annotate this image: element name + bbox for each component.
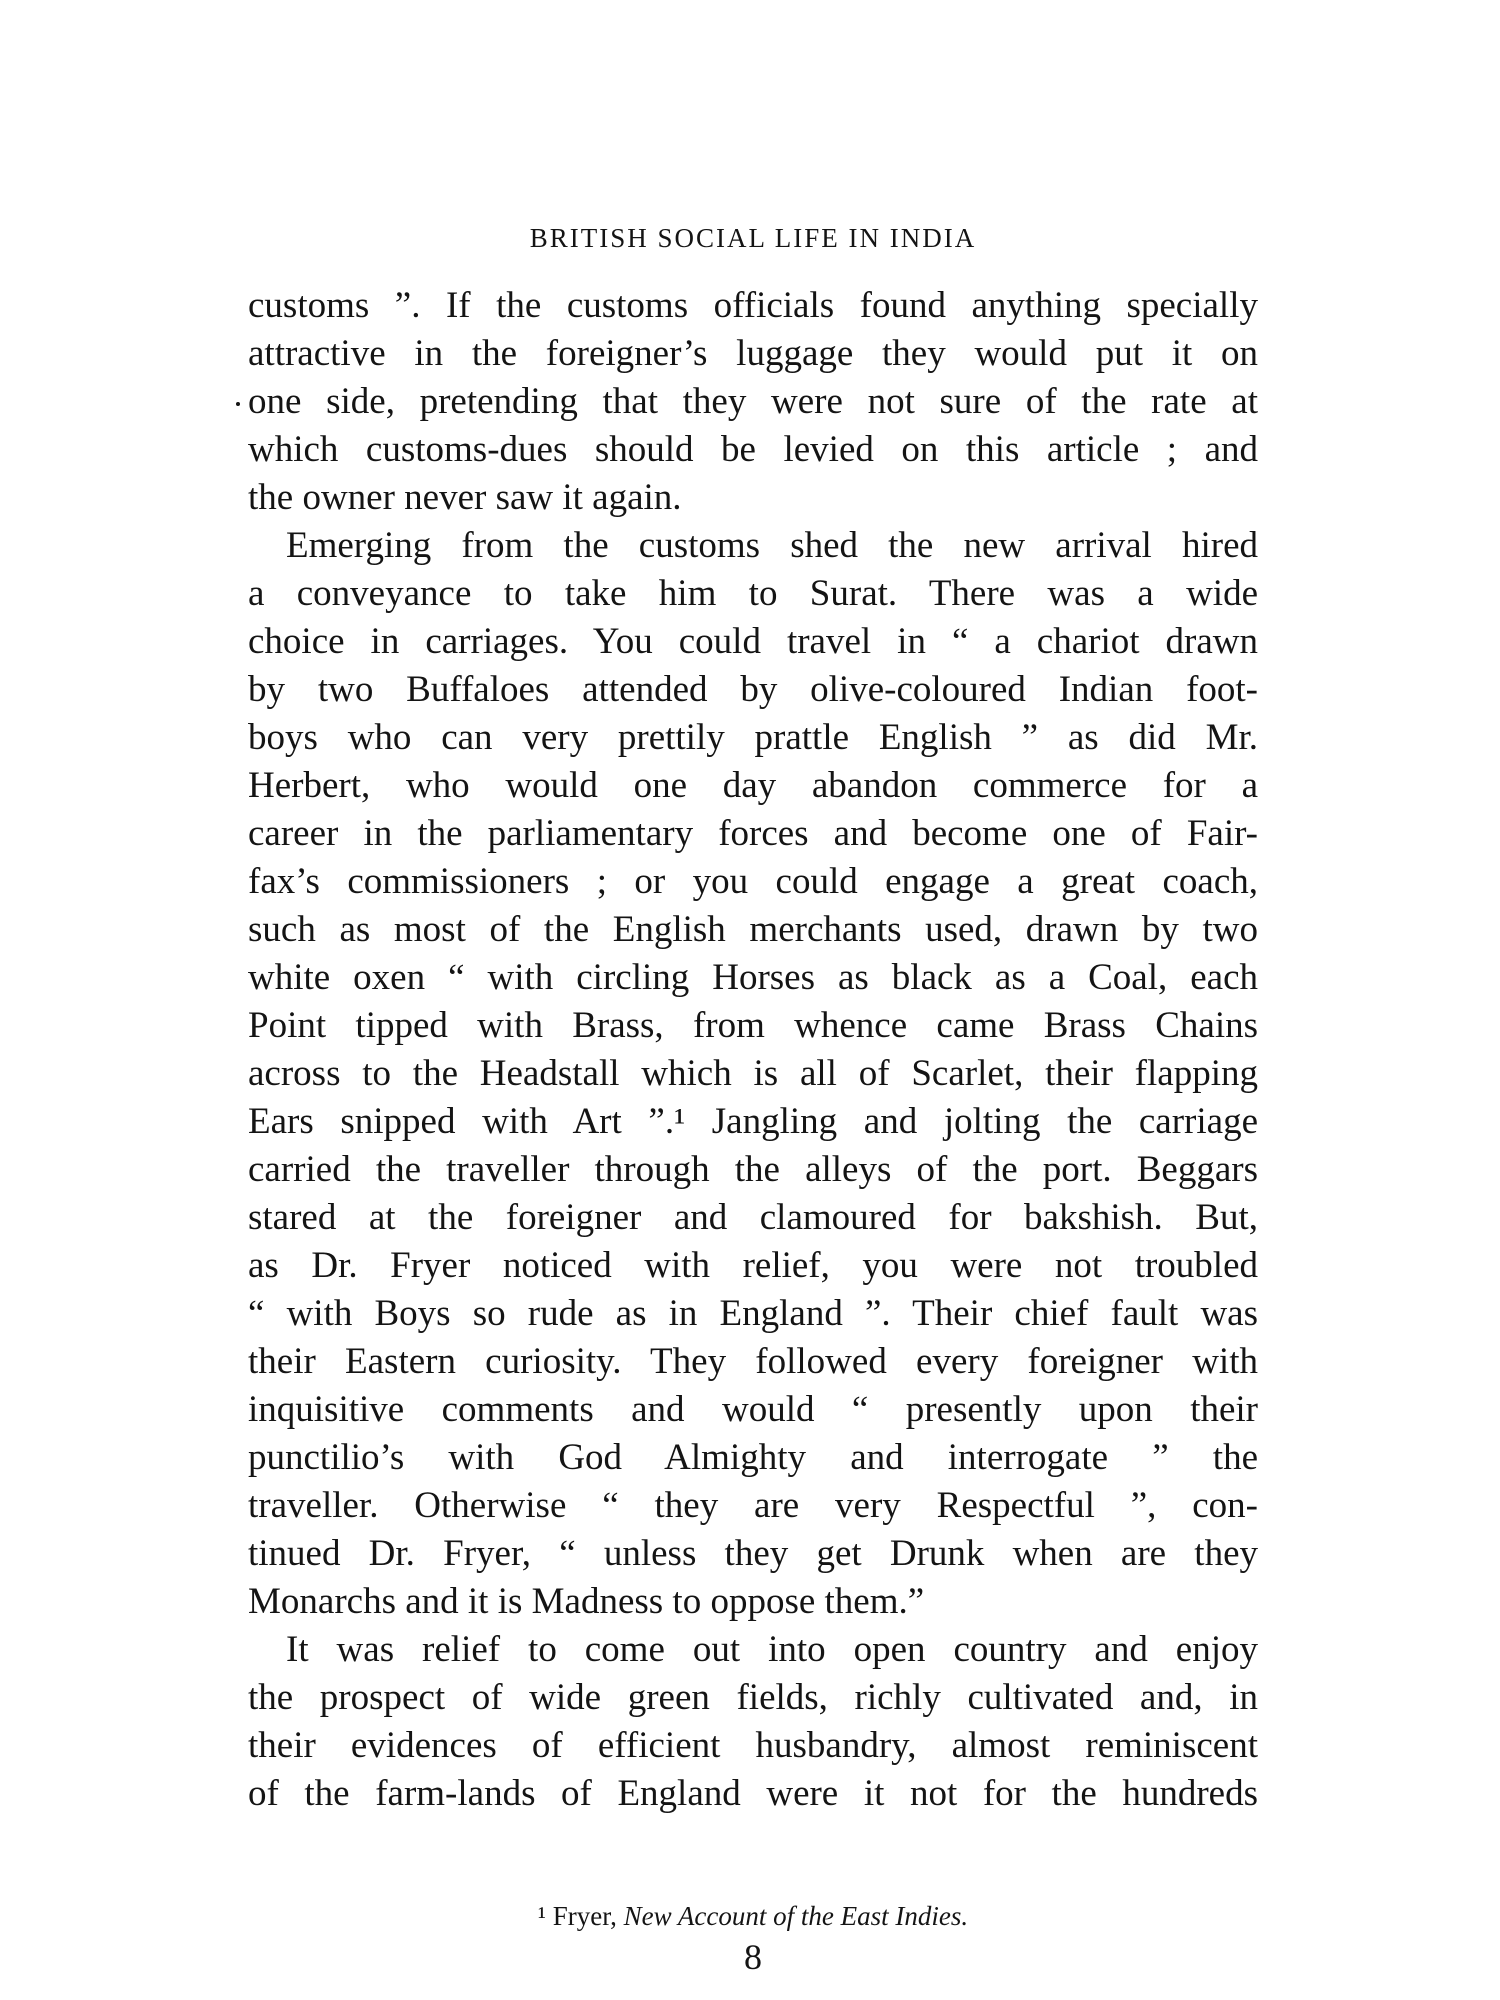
text-line: the prospect of wide green fields, richly cultivated and, in [248, 1677, 1258, 1718]
text-line: white oxen “ with circling Horses as black as a Coal, each [248, 957, 1258, 998]
text-line: Herbert, who would one day abandon commerce for a [248, 765, 1258, 806]
text-line: boys who can very prettily prattle English ” as did Mr. [248, 717, 1258, 758]
text-line: It was relief to come out into open country and enjoy [286, 1629, 1258, 1670]
text-line: one side, pretending that they were not sure of the rate at [248, 381, 1258, 422]
text-line: customs ”. If the customs officials found anything specially [248, 285, 1258, 326]
text-line: stared at the foreigner and clamoured for bakshish. But, [248, 1197, 1258, 1238]
page-number: 8 [744, 1937, 762, 1977]
text-line: such as most of the English merchants used, drawn by two [248, 909, 1258, 950]
body-text [248, 282, 1258, 1818]
text-line: Emerging from the customs shed the new arrival hired [286, 525, 1258, 566]
text-line: across to the Headstall which is all of Scarlet, their flapping [248, 1053, 1258, 1094]
text-line: traveller. Otherwise “ they are very Respectful ”, con- [248, 1485, 1258, 1526]
text-line: fax’s commissioners ; or you could engage a great coach, [248, 861, 1258, 902]
text-line: career in the parliamentary forces and become one of Fair- [248, 813, 1258, 854]
running-head: BRITISH SOCIAL LIFE IN INDIA [529, 223, 977, 253]
footnote-author: Fryer, [552, 1901, 617, 1931]
text-line: inquisitive comments and would “ presently upon their [248, 1389, 1258, 1430]
text-line: Ears snipped with Art ”.¹ Jangling and jolting the carriage [248, 1101, 1258, 1142]
footnote-marker: ¹ [537, 1901, 546, 1931]
text-line: by two Buffaloes attended by olive-coloured Indian foot- [248, 669, 1258, 710]
text-line: their evidences of efficient husbandry, almost reminiscent [248, 1725, 1258, 1766]
text-line: which customs-dues should be levied on this article ; and [248, 429, 1258, 470]
text-line: the owner never saw it again. [248, 477, 682, 518]
text-line: choice in carriages. You could travel in “ a chariot drawn [248, 621, 1258, 662]
text-line: “ with Boys so rude as in England ”. Their chief fault was [248, 1293, 1258, 1334]
text-line: attractive in the foreigner’s luggage they would put it on [248, 333, 1258, 374]
text-line: Monarchs and it is Madness to oppose them.” [248, 1581, 925, 1622]
text-line: a conveyance to take him to Surat. There was a wide [248, 573, 1258, 614]
text-line: their Eastern curiosity. They followed every foreigner with [248, 1341, 1258, 1382]
stray-ink-mark [236, 402, 240, 406]
footnote-title: New Account of the East Indies. [623, 1901, 969, 1931]
text-line: as Dr. Fryer noticed with relief, you were not troubled [248, 1245, 1258, 1286]
text-line: carried the traveller through the alleys of the port. Beggars [248, 1149, 1258, 1190]
text-line: Point tipped with Brass, from whence came Brass Chains [248, 1005, 1258, 1046]
text-line: of the farm-lands of England were it not for the hundreds [248, 1773, 1258, 1814]
footnote [248, 1900, 1258, 1932]
text-line: punctilio’s with God Almighty and interrogate ” the [248, 1437, 1258, 1478]
text-line: tinued Dr. Fryer, “ unless they get Drunk when are they [248, 1533, 1258, 1574]
